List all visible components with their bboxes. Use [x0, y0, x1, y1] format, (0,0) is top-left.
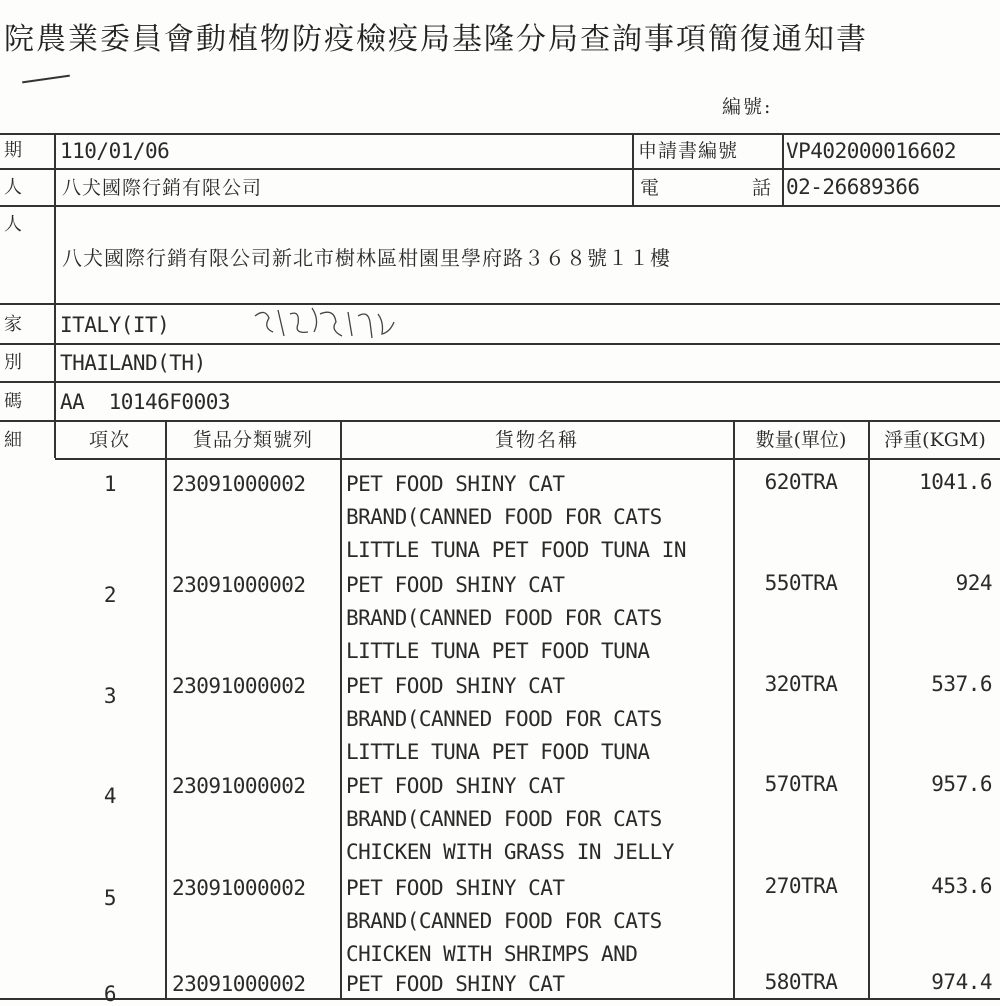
row-goods-name-line: PET FOOD SHINY CAT [346, 674, 565, 698]
details-label: 細 [4, 430, 22, 451]
row-net-weight: 924 [955, 571, 992, 595]
phone-value: 02-26689366 [786, 175, 920, 199]
application-number-value: VP402000016602 [786, 139, 957, 163]
row-goods-name-line: BRAND(CANNED FOOD FOR CATS [346, 606, 662, 630]
row-goods-name-line: PET FOOD SHINY CAT [346, 472, 565, 496]
address-row-label: 人 [4, 214, 22, 235]
address-value: 八犬國際行銷有限公司新北市樹林區柑園里學府路３６８號１１樓 [62, 246, 671, 270]
row-net-weight: 1041.6 [919, 470, 992, 494]
rule-vertical [782, 133, 784, 205]
row-item-number: 6 [103, 982, 117, 1006]
row-hs-code: 23091000002 [172, 674, 306, 698]
row-goods-name-line: BRAND(CANNED FOOD FOR CATS [346, 505, 662, 529]
row-net-weight: 537.6 [931, 672, 992, 696]
row-net-weight: 974.4 [931, 970, 992, 994]
rule-vertical [733, 420, 735, 1000]
row-item-number: 4 [103, 784, 117, 808]
serial-number-label: 編號: [722, 96, 773, 118]
row-hs-code: 23091000002 [172, 972, 306, 996]
applicant-value: 八犬國際行銷有限公司 [62, 177, 263, 199]
header-hs-code: 貨品分類號列 [192, 429, 313, 451]
handwritten-annotation-image [250, 304, 410, 344]
rule [0, 303, 1000, 305]
row-item-number: 5 [103, 886, 117, 910]
rule [0, 420, 1000, 422]
rule-vertical [165, 420, 167, 1000]
row-quantity: 270TRA [764, 874, 838, 898]
document-title: 院農業委員會動植物防疫檢疫局基隆分局查詢事項簡復通知書 [4, 22, 868, 57]
row-item-number: 3 [103, 684, 117, 708]
code-value: AA 10146F0003 [60, 390, 231, 414]
handwritten-dash-mark [22, 75, 70, 84]
rule [0, 168, 1000, 170]
date-label: 期 [4, 140, 22, 161]
origin-label: 家 [4, 314, 22, 335]
row-goods-name-line: PET FOOD SHINY CAT [346, 876, 565, 900]
port-label: 別 [4, 352, 22, 373]
row-quantity: 620TRA [764, 470, 838, 494]
row-goods-name-line: BRAND(CANNED FOOD FOR CATS [346, 909, 662, 933]
row-hs-code: 23091000002 [172, 876, 306, 900]
row-goods-name-line: BRAND(CANNED FOOD FOR CATS [346, 807, 662, 831]
header-goods-name: 貨物名稱 [494, 429, 579, 451]
application-number-label: 申請書編號 [638, 140, 739, 162]
header-net-weight: 淨重(KGM) [884, 429, 986, 451]
applicant-label: 人 [4, 177, 22, 198]
code-label: 碼 [4, 391, 22, 412]
rule-vertical [868, 420, 870, 1000]
row-goods-name-line: BRAND(CANNED FOOD FOR CATS [346, 707, 662, 731]
row-goods-name-line: CHICKEN WITH SHRIMPS AND [346, 942, 638, 966]
rule [0, 343, 1000, 345]
phone-label-b: 話 [752, 177, 772, 199]
row-quantity: 570TRA [764, 772, 838, 796]
row-goods-name-line: PET FOOD SHINY CAT [346, 573, 565, 597]
date-value: 110/01/06 [60, 139, 170, 163]
origin-value: ITALY(IT) [60, 313, 170, 337]
rule-vertical [632, 133, 634, 205]
row-hs-code: 23091000002 [172, 774, 306, 798]
phone-label-a: 電 [640, 177, 660, 199]
rule [0, 381, 1000, 383]
row-goods-name-line: LITTLE TUNA PET FOOD TUNA [346, 639, 650, 663]
row-goods-name-line: PET FOOD SHINY CAT [346, 972, 565, 996]
header-quantity: 數量(單位) [755, 429, 847, 451]
row-goods-name-line: PET FOOD SHINY CAT [346, 774, 565, 798]
rule-vertical [54, 133, 56, 458]
rule [0, 133, 1000, 135]
row-item-number: 2 [103, 583, 117, 607]
rule [55, 458, 1000, 460]
row-goods-name-line: LITTLE TUNA PET FOOD TUNA IN [346, 538, 687, 562]
row-quantity: 320TRA [764, 672, 838, 696]
port-value: THAILAND(TH) [60, 351, 206, 375]
header-item: 項次 [88, 429, 131, 451]
row-goods-name-line: CHICKEN WITH GRASS IN JELLY [346, 840, 674, 864]
row-net-weight: 957.6 [931, 772, 992, 796]
row-net-weight: 453.6 [931, 874, 992, 898]
row-quantity: 580TRA [764, 970, 838, 994]
row-hs-code: 23091000002 [172, 573, 306, 597]
row-item-number: 1 [103, 472, 117, 496]
row-hs-code: 23091000002 [172, 472, 306, 496]
row-quantity: 550TRA [764, 571, 838, 595]
rule [0, 205, 1000, 207]
rule-vertical [340, 420, 342, 1000]
row-goods-name-line: LITTLE TUNA PET FOOD TUNA [346, 740, 650, 764]
